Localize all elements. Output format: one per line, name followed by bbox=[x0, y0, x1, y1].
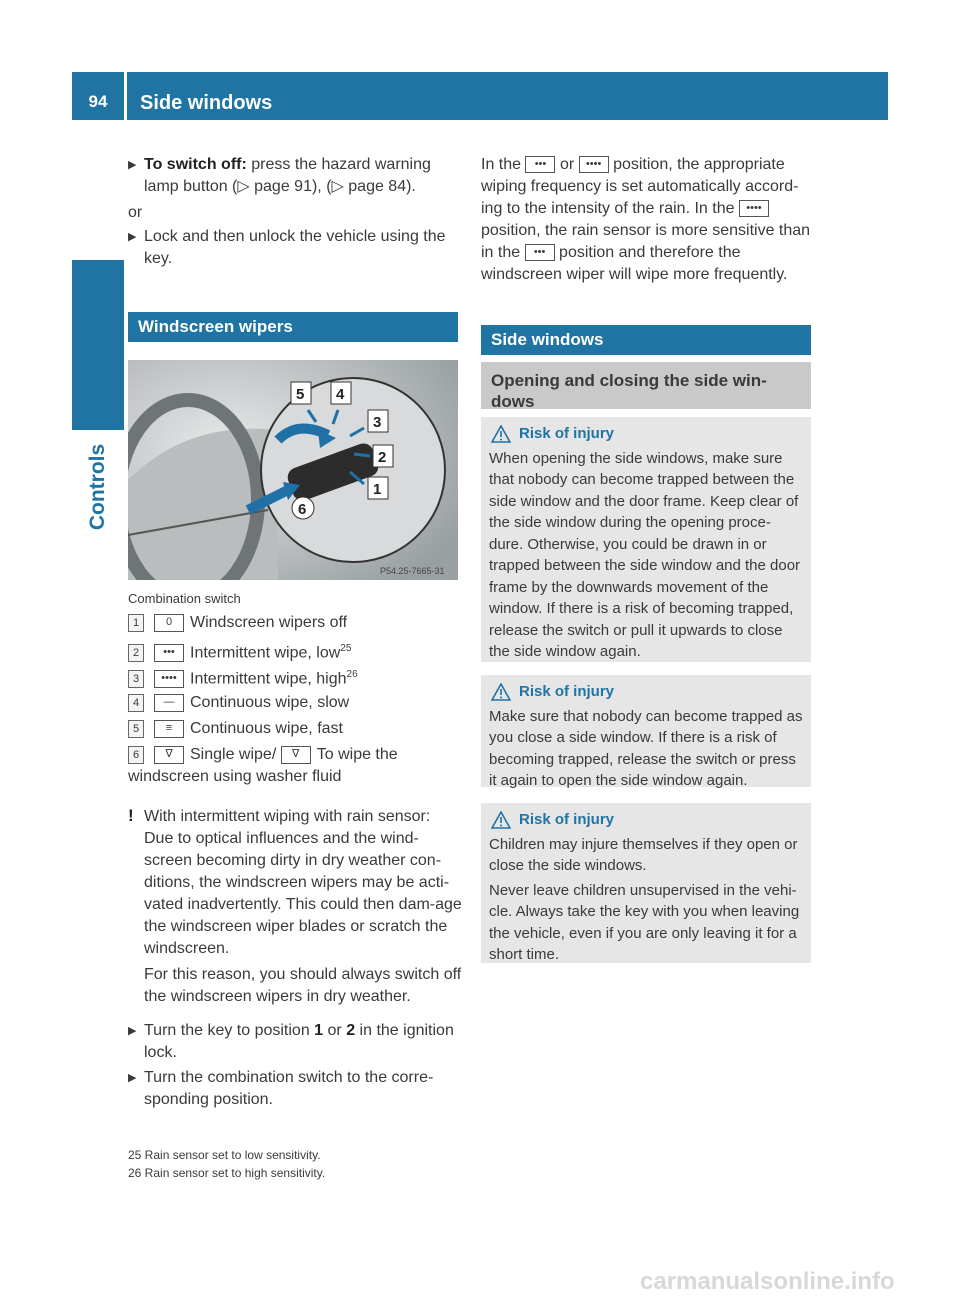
figure-label-3: 3 bbox=[373, 414, 382, 431]
warning-box bbox=[481, 417, 811, 662]
intro-text: position and therefore the windscreen wiper will wipe more frequently. bbox=[481, 244, 788, 283]
legend-item bbox=[128, 612, 347, 634]
warning-text: Children may injure themselves if they open or close the side windows. bbox=[489, 835, 798, 874]
side-tab bbox=[72, 120, 124, 1120]
warning-triangle-icon bbox=[491, 811, 511, 829]
figure-label-1: 1 bbox=[373, 481, 382, 498]
legend-item bbox=[128, 692, 349, 714]
warning-title-text: Risk of injury bbox=[519, 811, 615, 828]
warning-title bbox=[519, 681, 803, 703]
header-divider bbox=[124, 72, 127, 120]
figure-label-6: 6 bbox=[298, 501, 307, 518]
figure-caption: Combination switch bbox=[128, 591, 241, 606]
warning-title-text: Risk of injury bbox=[519, 425, 615, 442]
figure-label-2: 2 bbox=[378, 449, 387, 466]
intermittent-high-icon: •••• bbox=[739, 200, 769, 217]
wiper-off-icon: 0 bbox=[154, 614, 184, 632]
legend-text: To wipe the windscreen using washer fluid bbox=[128, 746, 398, 785]
step-arrow-icon: ▶ bbox=[128, 1025, 137, 1037]
position-1: 1 bbox=[314, 1022, 324, 1039]
step-arrow-icon: ▶ bbox=[128, 1072, 137, 1084]
step-arrow-icon: ▶ bbox=[128, 159, 137, 171]
or-text: or bbox=[128, 204, 143, 221]
step-lock-unlock bbox=[128, 226, 463, 270]
legend-text: Intermittent wipe, low bbox=[190, 644, 341, 662]
warning-box bbox=[481, 803, 811, 963]
footnote-ref: 26 bbox=[346, 669, 358, 680]
step-text: Turn the combination switch to the corre-sponding position. bbox=[144, 1069, 434, 1108]
figure-label-4: 4 bbox=[336, 386, 345, 403]
intro-text: position, the rain sensor is more sensitive than in the bbox=[481, 222, 811, 261]
note-paragraph: For this reason, you should always switch off the windscreen wipers in dry weather. bbox=[144, 966, 462, 1005]
step-bold: To switch off: bbox=[144, 156, 247, 173]
step-text: or bbox=[323, 1022, 347, 1039]
legend-number: 3 bbox=[128, 670, 144, 688]
note-icon: ! bbox=[128, 806, 134, 825]
warning-text: Never leave children unsupervised in the vehi-cle. Always take the key with you when leaving the vehicle, even if you are only leaving it for a short time. bbox=[489, 881, 800, 963]
legend-item bbox=[128, 664, 358, 690]
legend-text: Continuous wipe, slow bbox=[190, 694, 350, 711]
figure-label-5: 5 bbox=[296, 386, 305, 403]
washer-fluid-icon: ∇ bbox=[281, 746, 311, 764]
side-tab-block bbox=[72, 260, 124, 430]
warning-title-text: Risk of injury bbox=[519, 683, 615, 700]
watermark: carmanualsonline.info bbox=[640, 1268, 895, 1295]
continuous-fast-icon: ≡ bbox=[154, 720, 184, 738]
warning-title bbox=[519, 809, 803, 831]
intro-text: or bbox=[559, 156, 575, 173]
legend-number: 1 bbox=[128, 614, 144, 632]
legend-text: Single wipe/ bbox=[190, 746, 277, 763]
intermittent-low-icon: ••• bbox=[525, 156, 555, 173]
footnote-ref: 25 bbox=[340, 643, 352, 654]
warning-title bbox=[519, 423, 803, 445]
step-switch-off bbox=[128, 154, 463, 198]
legend-number: 4 bbox=[128, 694, 144, 712]
legend-item bbox=[128, 638, 351, 664]
step-text: press the hazard warning lamp button (▷ page 91), (▷ page 84). bbox=[144, 156, 431, 195]
footnote-26: 26 Rain sensor set to high sensitivity. bbox=[128, 1166, 326, 1180]
side-tab-label: Controls bbox=[86, 443, 109, 531]
step-text: Lock and then unlock the vehicle using the key. bbox=[144, 228, 446, 267]
warning-text: Make sure that nobody can become trapped as you close a side window. If there is a risk of becoming trapped, release the switch or press it again to open the side window again. bbox=[489, 707, 803, 789]
intermittent-low-icon: ••• bbox=[525, 244, 555, 261]
combination-switch-illustration bbox=[128, 360, 458, 580]
position-2: 2 bbox=[346, 1022, 356, 1039]
legend-number: 5 bbox=[128, 720, 144, 738]
step-arrow-icon: ▶ bbox=[128, 231, 137, 243]
intermittent-high-icon: •••• bbox=[579, 156, 609, 173]
rain-sensor-intro bbox=[481, 154, 813, 286]
continuous-slow-icon: — bbox=[154, 694, 184, 712]
legend-text: Windscreen wipers off bbox=[190, 614, 348, 631]
page-number: 94 bbox=[88, 92, 108, 111]
legend-number: 2 bbox=[128, 644, 144, 662]
warning-triangle-icon bbox=[491, 683, 511, 701]
section-title-side-windows: Side windows bbox=[481, 325, 811, 355]
legend-text: Intermittent wipe, high bbox=[190, 670, 347, 688]
legend-number: 6 bbox=[128, 746, 144, 764]
step-text: in the ignition lock. bbox=[144, 1022, 454, 1061]
step-text: Turn the key to position bbox=[144, 1022, 315, 1039]
step-turn-switch bbox=[128, 1067, 463, 1111]
legend-item bbox=[128, 744, 458, 788]
footnote-25: 25 Rain sensor set to low sensitivity. bbox=[128, 1148, 321, 1162]
section-title-windscreen: Windscreen wipers bbox=[128, 312, 458, 342]
intermittent-low-icon: ••• bbox=[154, 644, 184, 662]
warning-text: When opening the side windows, make sure that nobody can become trapped between the side window and the door frame. Keep clear of the side window during the opening proce-dure. Otherwise, you could be drawn in or trapped between the side window and the door frame by the downwards movement of the window. If there is a risk of becoming trapped, release the switch or pull it upwards to close the side window again. bbox=[489, 449, 801, 660]
intermittent-high-icon: •••• bbox=[154, 670, 184, 688]
legend-item bbox=[128, 718, 343, 740]
combination-switch-figure bbox=[128, 360, 458, 580]
side-tab-label-wrap bbox=[72, 430, 124, 550]
intro-text: position, the appropriate wiping frequency is set automatically accord-ing to the intensity of the rain. In the bbox=[481, 156, 799, 217]
figure-code: P54.25-7665-31 bbox=[380, 566, 445, 576]
page-title: Side windows bbox=[140, 92, 273, 114]
step-turn-key bbox=[128, 1020, 463, 1064]
subsection-title: Opening and closing the side win-dows bbox=[481, 362, 811, 409]
note-paragraph: With intermittent wiping with rain sensor: Due to optical influences and the wind-screen becoming dirty in dry weather con-ditions, the windscreen wipers may be acti-vated inadvertently. This could then dam-age the windscreen wiper blades or scratch the windscreen. bbox=[144, 808, 462, 957]
legend-text: Continuous wipe, fast bbox=[190, 720, 343, 737]
intro-text: In the bbox=[481, 156, 522, 173]
warning-triangle-icon bbox=[491, 425, 511, 443]
single-wipe-icon: ∇ bbox=[154, 746, 184, 764]
warning-box bbox=[481, 675, 811, 787]
